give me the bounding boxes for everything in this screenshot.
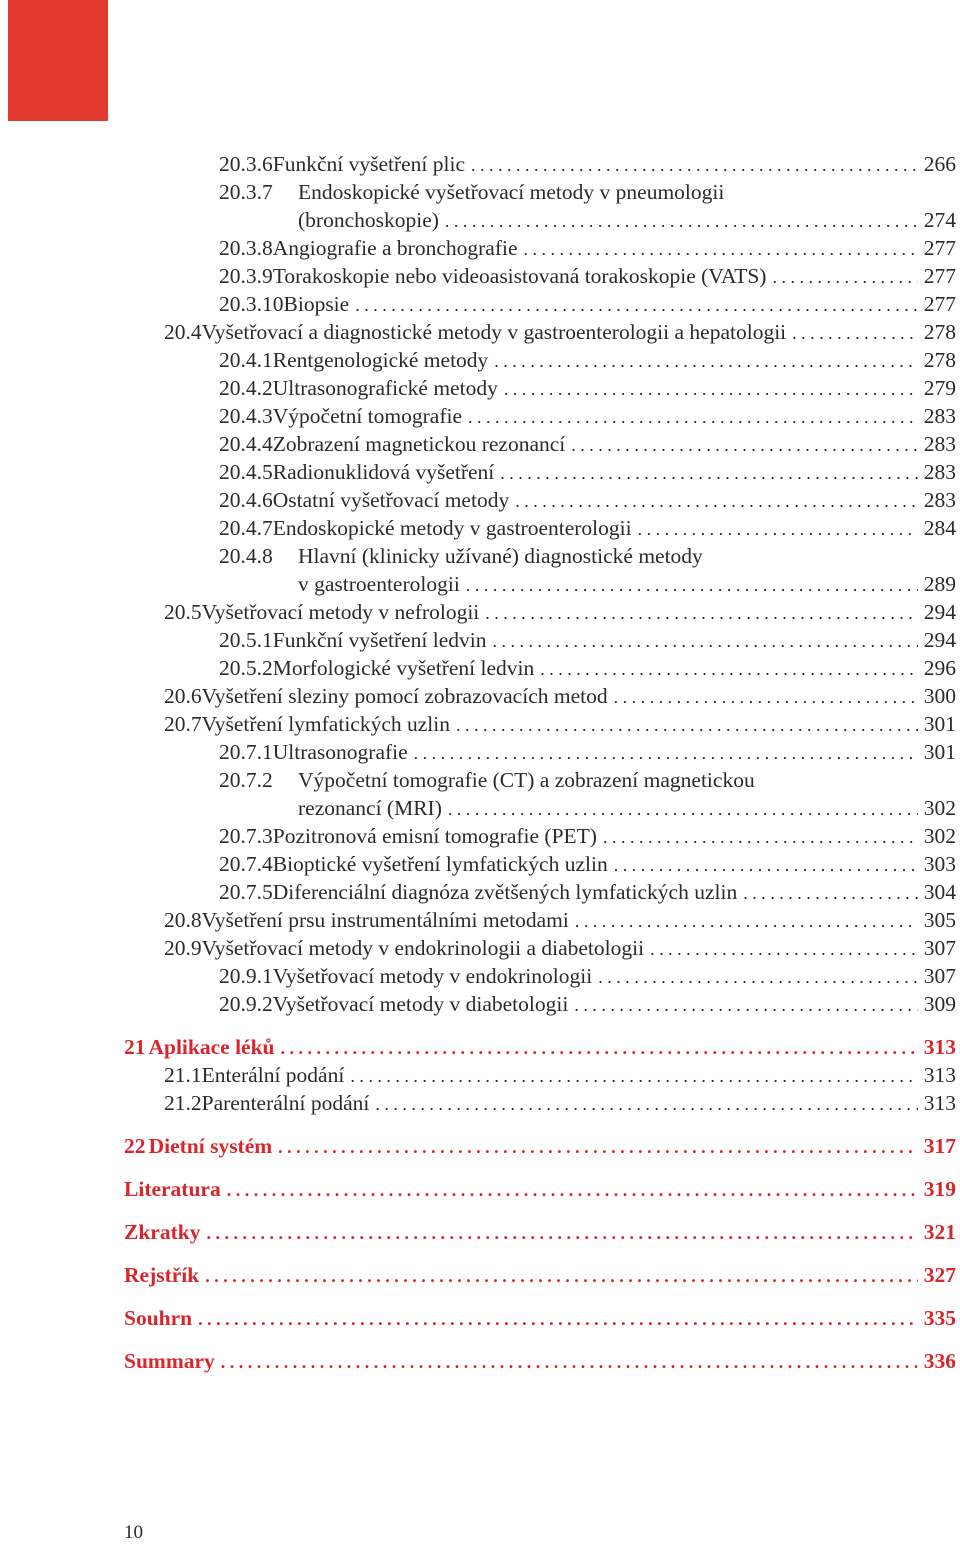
toc-entry-page-number: 301 <box>923 740 956 764</box>
toc-entry-page-number: 313 <box>923 1063 956 1087</box>
toc-leader-dots <box>515 487 918 515</box>
toc-entry-page-number: 309 <box>923 992 956 1016</box>
toc-entry-title: Pozitronová emisní tomografie (PET) <box>272 824 597 848</box>
toc-entry-number: 20.4.6 <box>219 488 273 512</box>
toc-entry[interactable] <box>219 850 956 878</box>
toc-entry[interactable] <box>298 206 956 234</box>
toc-entry-page-number: 279 <box>923 376 956 400</box>
toc-entry-title: Endoskopické metody v gastroenterologii <box>272 516 632 540</box>
toc-entry-title-continuation: (bronchoskopie) <box>298 208 439 232</box>
toc-leader-dots <box>614 851 918 879</box>
toc-entry[interactable] <box>219 962 956 990</box>
toc-entry-title: Diferenciální diagnóza zvětšených lymfatických uzlin <box>272 880 738 904</box>
toc-entry-title: Angiografie a bronchografie <box>272 236 518 260</box>
toc-entry-page-number: 289 <box>923 572 956 596</box>
toc-entry[interactable] <box>219 458 956 486</box>
toc-leader-dots <box>500 459 917 487</box>
toc-entry-page-number: 296 <box>923 656 956 680</box>
toc-leader-dots <box>471 151 918 179</box>
toc-entry[interactable] <box>219 626 956 654</box>
toc-leader-dots <box>571 431 918 459</box>
toc-leader-dots <box>743 879 918 907</box>
toc-entry-page-number: 274 <box>923 208 956 232</box>
toc-chapter-entry[interactable] <box>124 1132 956 1160</box>
toc-entry[interactable] <box>219 346 956 374</box>
corner-accent-block <box>8 0 108 121</box>
toc-entry-number: 21.1 <box>164 1063 202 1087</box>
toc-leader-dots <box>504 375 918 403</box>
toc-entry-title: Zkratky <box>124 1220 201 1244</box>
toc-entry-number: 20.7.3 <box>219 824 273 848</box>
toc-entry-number: 22 <box>124 1134 146 1158</box>
toc-entry-title: Bioptické vyšetření lymfatických uzlin <box>272 852 608 876</box>
toc-entry[interactable] <box>298 794 956 822</box>
toc-entry-title: Vyšetření lymfatických uzlin <box>201 712 450 736</box>
toc-entry-number: 20.4 <box>164 320 202 344</box>
toc-leader-dots <box>466 571 918 599</box>
toc-entry-page-number: 307 <box>923 964 956 988</box>
toc-entry-number: 20.5.2 <box>219 656 273 680</box>
toc-entry[interactable] <box>219 822 956 850</box>
toc-chapter-entry[interactable] <box>124 1347 956 1375</box>
toc-entry-page-number: 313 <box>923 1035 956 1059</box>
toc-leader-dots <box>540 655 917 683</box>
toc-entry-number: 20.7.4 <box>219 852 273 876</box>
toc-entry[interactable] <box>164 682 956 710</box>
toc-entry-page-number: 313 <box>923 1091 956 1115</box>
toc-entry[interactable] <box>219 486 956 514</box>
toc-entry[interactable] <box>164 1089 956 1117</box>
toc-entry-title: Funkční vyšetření ledvin <box>272 628 487 652</box>
toc-entry-title: Radionuklidová vyšetření <box>272 460 495 484</box>
toc-entry-title: Výpočetní tomografie <box>272 404 463 428</box>
toc-leader-dots <box>603 823 918 851</box>
toc-leader-dots <box>574 991 917 1019</box>
toc-entry-title: Vyšetření prsu instrumentálními metodami <box>201 908 569 932</box>
toc-entry-page-number: 321 <box>923 1220 956 1244</box>
toc-entry[interactable] <box>164 934 956 962</box>
toc-leader-dots <box>493 627 918 655</box>
toc-entry-page-number: 317 <box>923 1134 956 1158</box>
toc-entry-title: Aplikace léků <box>148 1035 275 1059</box>
toc-entry-number: 20.9.2 <box>219 992 273 1016</box>
toc-leader-dots <box>614 683 918 711</box>
toc-entry-title: Výpočetní tomografie (CT) a zobrazení magnetickou <box>298 768 755 792</box>
toc-leader-dots <box>375 1090 917 1118</box>
toc-entry-number: 21 <box>124 1035 146 1059</box>
toc-entry-page-number: 336 <box>923 1349 956 1373</box>
toc-entry-page-number: 319 <box>923 1177 956 1201</box>
toc-entry[interactable] <box>164 710 956 738</box>
toc-entry-page-number: 307 <box>923 936 956 960</box>
toc-chapter-entry[interactable] <box>124 1033 956 1061</box>
toc-entry[interactable] <box>219 430 956 458</box>
toc-chapter-entry[interactable] <box>124 1261 956 1289</box>
toc-entry-page-number: 303 <box>923 852 956 876</box>
toc-entry-page-number: 335 <box>923 1306 956 1330</box>
toc-entry-number: 20.9.1 <box>219 964 273 988</box>
page-number: 10 <box>124 1522 143 1543</box>
toc-entry-page-number: 283 <box>923 404 956 428</box>
toc-entry[interactable] <box>219 150 956 178</box>
toc-entry[interactable] <box>219 290 956 318</box>
toc-chapter-entry[interactable] <box>124 1304 956 1332</box>
toc-entry-number: 20.9 <box>164 936 202 960</box>
toc-entry-number: 20.8 <box>164 908 202 932</box>
toc-leader-dots <box>524 235 918 263</box>
toc-entry-number: 20.3.7 <box>219 180 273 204</box>
toc-leader-dots <box>206 1219 917 1247</box>
toc-entry-number: 20.7 <box>164 712 202 736</box>
toc-entry-title: Rentgenologické metody <box>272 348 489 372</box>
toc-entry-title: Vyšetření sleziny pomocí zobrazovacích metod <box>201 684 608 708</box>
toc-entry-first-line <box>219 178 724 206</box>
toc-entry[interactable] <box>164 598 956 626</box>
toc-leader-dots <box>485 599 917 627</box>
toc-entry[interactable] <box>219 514 956 542</box>
toc-entry-title: Parenterální podání <box>201 1091 370 1115</box>
toc-entry-page-number: 305 <box>923 908 956 932</box>
toc-entry-number: 20.3.9 <box>219 264 273 288</box>
toc-entry-number: 20.4.4 <box>219 432 273 456</box>
toc-entry-number: 20.3.6 <box>219 152 273 176</box>
toc-leader-dots <box>650 935 918 963</box>
toc-entry-page-number: 304 <box>923 880 956 904</box>
toc-entry-page-number: 302 <box>923 824 956 848</box>
toc-leader-dots <box>198 1305 918 1333</box>
toc-entry-page-number: 302 <box>923 796 956 820</box>
toc-entry-number: 20.4.1 <box>219 348 273 372</box>
toc-entry-title: Vyšetřovací metody v endokrinologii <box>272 964 593 988</box>
toc-entry[interactable] <box>219 402 956 430</box>
toc-entry-number: 20.5.1 <box>219 628 273 652</box>
toc-leader-dots <box>494 347 917 375</box>
toc-entry-number: 20.6 <box>164 684 202 708</box>
toc-entry-title: Vyšetřovací metody v diabetologii <box>272 992 569 1016</box>
toc-entry[interactable] <box>219 234 956 262</box>
toc-entry[interactable] <box>219 990 956 1018</box>
toc-entry-number: 20.4.7 <box>219 516 273 540</box>
toc-entry-title: Vyšetřovací metody v endokrinologii a diabetologii <box>201 936 645 960</box>
toc-entry-number: 20.7.5 <box>219 880 273 904</box>
toc-entry-page-number: 284 <box>923 516 956 540</box>
toc-leader-dots <box>350 1062 917 1090</box>
toc-entry-title: Torakoskopie nebo videoasistovaná torakoskopie (VATS) <box>272 264 767 288</box>
toc-entry-number: 20.3.10 <box>219 292 284 316</box>
toc-entry[interactable] <box>219 878 956 906</box>
toc-leader-dots <box>205 1262 918 1290</box>
toc-leader-dots <box>414 739 918 767</box>
toc-entry-page-number: 277 <box>923 292 956 316</box>
toc-entry-page-number: 294 <box>923 600 956 624</box>
toc-entry-number: 20.4.8 <box>219 544 273 568</box>
toc-entry-title: Rejstřík <box>124 1263 200 1287</box>
toc-entry-title: Literatura <box>124 1177 221 1201</box>
toc-entry-first-line <box>219 766 755 794</box>
toc-entry-number: 20.5 <box>164 600 202 624</box>
toc-entry-page-number: 277 <box>923 236 956 260</box>
toc-entry-page-number: 300 <box>923 684 956 708</box>
toc-leader-dots <box>278 1133 918 1161</box>
toc-entry-title: Biopsie <box>283 292 350 316</box>
toc-leader-dots <box>227 1176 918 1204</box>
toc-entry[interactable] <box>219 654 956 682</box>
toc-entry[interactable] <box>164 1061 956 1089</box>
toc-entry-number: 20.7.2 <box>219 768 273 792</box>
toc-leader-dots <box>468 403 918 431</box>
toc-entry-title: Morfologické vyšetření ledvin <box>272 656 535 680</box>
toc-entry-number: 20.4.5 <box>219 460 273 484</box>
toc-entry[interactable] <box>298 570 956 598</box>
toc-entry-title-continuation: v gastroenterologii <box>298 572 460 596</box>
toc-entry-page-number: 301 <box>923 712 956 736</box>
toc-entry-number: 20.3.8 <box>219 236 273 260</box>
toc-leader-dots <box>281 1034 918 1062</box>
toc-entry-title: Endoskopické vyšetřovací metody v pneumologii <box>298 180 725 204</box>
toc-entry-title: Enterální podání <box>201 1063 345 1087</box>
toc-entry-page-number: 283 <box>923 460 956 484</box>
toc-leader-dots <box>456 711 918 739</box>
toc-entry[interactable] <box>164 906 956 934</box>
toc-entry[interactable] <box>219 374 956 402</box>
toc-entry-page-number: 266 <box>923 152 956 176</box>
toc-entry[interactable] <box>219 738 956 766</box>
toc-entry-title: Vyšetřovací a diagnostické metody v gastroenterologii a hepatologii <box>201 320 787 344</box>
toc-entry-title: Summary <box>124 1349 215 1373</box>
toc-entry-title: Funkční vyšetření plic <box>272 152 466 176</box>
toc-entry-number: 20.4.3 <box>219 404 273 428</box>
toc-entry[interactable] <box>219 262 956 290</box>
toc-entry-page-number: 327 <box>923 1263 956 1287</box>
toc-leader-dots <box>448 795 918 823</box>
toc-chapter-entry[interactable] <box>124 1175 956 1203</box>
toc-entry-title: Souhrn <box>124 1306 193 1330</box>
toc-entry-title-continuation: rezonancí (MRI) <box>298 796 442 820</box>
toc-entry-page-number: 277 <box>923 264 956 288</box>
toc-entry-page-number: 278 <box>923 348 956 372</box>
toc-entry-title: Vyšetřovací metody v nefrologii <box>201 600 480 624</box>
toc-entry-first-line <box>219 542 703 570</box>
toc-entry-title: Ultrasonografické metody <box>272 376 498 400</box>
toc-entry-title: Hlavní (klinicky užívané) diagnostické metody <box>298 544 703 568</box>
toc-leader-dots <box>575 907 918 935</box>
toc-entry-number: 21.2 <box>164 1091 202 1115</box>
toc-entry-title: Zobrazení magnetickou rezonancí <box>272 432 566 456</box>
toc-leader-dots <box>638 515 918 543</box>
toc-leader-dots <box>445 207 918 235</box>
toc-entry-number: 20.7.1 <box>219 740 273 764</box>
toc-entry-page-number: 294 <box>923 628 956 652</box>
toc-entry-page-number: 283 <box>923 432 956 456</box>
toc-leader-dots <box>355 291 918 319</box>
toc-entry-number: 20.4.2 <box>219 376 273 400</box>
toc-entry-page-number: 278 <box>923 320 956 344</box>
toc-chapter-entry[interactable] <box>124 1218 956 1246</box>
toc-leader-dots <box>598 963 918 991</box>
toc-leader-dots <box>792 319 918 347</box>
toc-entry-title: Ostatní vyšetřovací metody <box>272 488 510 512</box>
toc-entry-title: Ultrasonografie <box>272 740 408 764</box>
toc-entry[interactable] <box>164 318 956 346</box>
toc-leader-dots <box>221 1348 918 1376</box>
toc-entry-title: Dietní systém <box>148 1134 273 1158</box>
toc-entry-page-number: 283 <box>923 488 956 512</box>
toc-leader-dots <box>772 263 917 291</box>
